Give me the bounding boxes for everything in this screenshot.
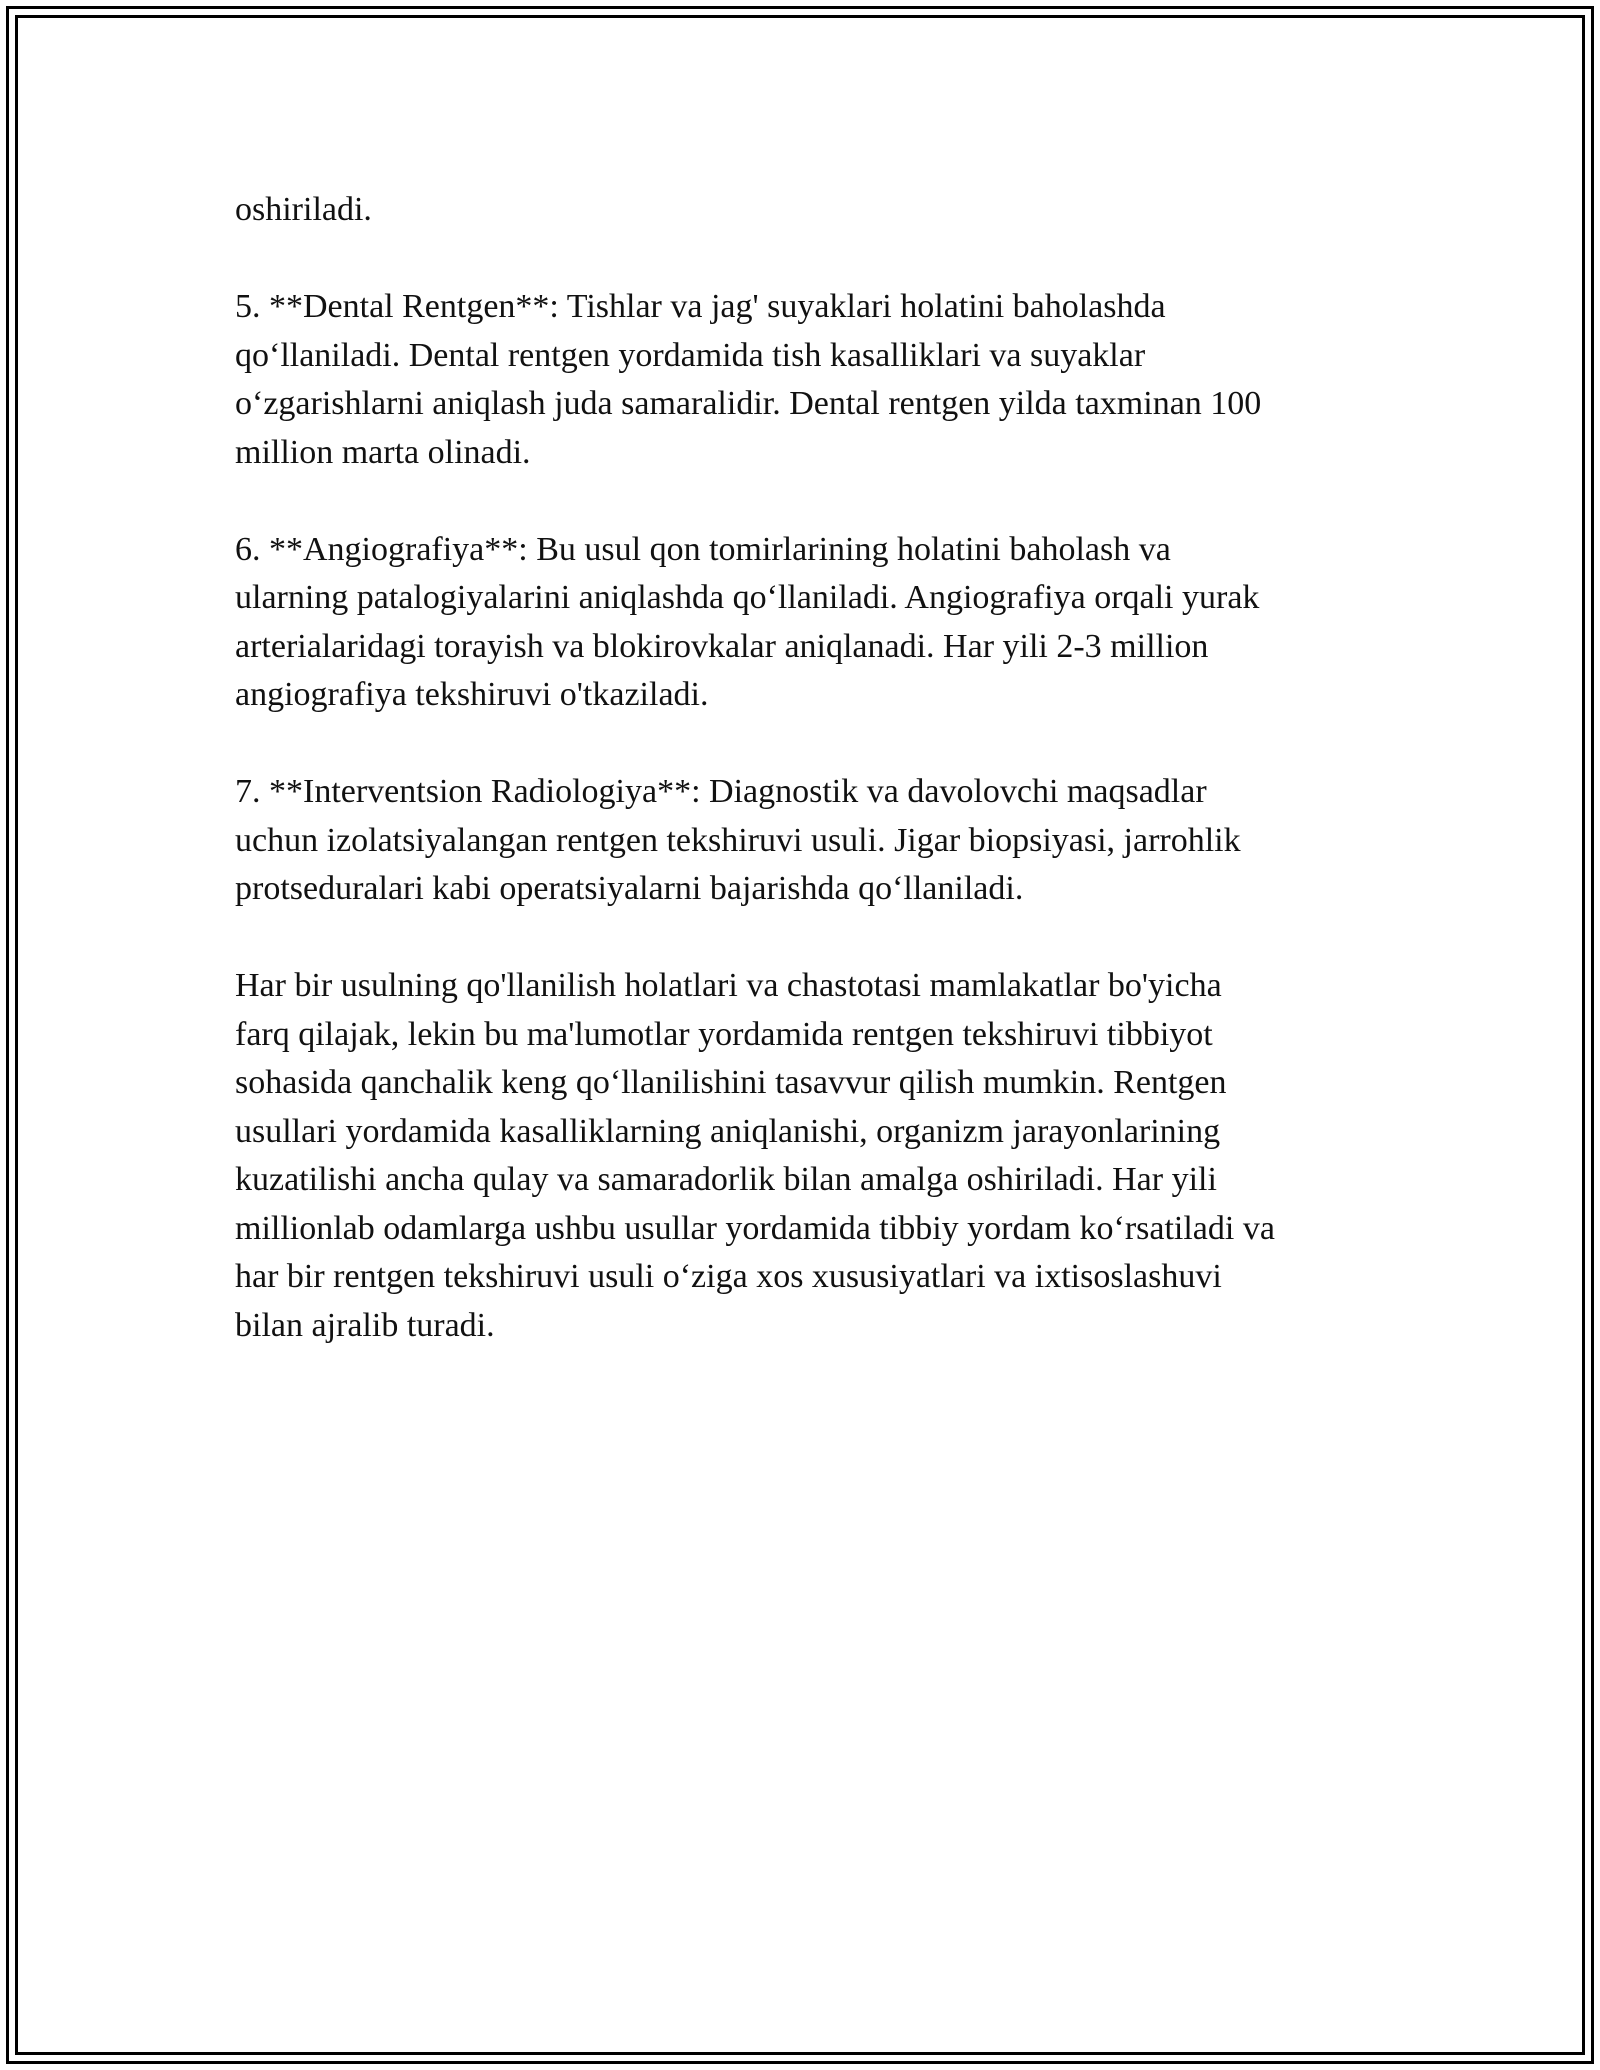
paragraph-angiografiya: 6. **Angiografiya**: Bu usul qon tomirlarining holatini baholash va ularning patalogiyalarini aniqlashda qo‘llaniladi. Angiografiya orqali yurak arterialaridagi torayish va blokirovkalar aniqlanadi. Har yili 2-3 million angiografiya tekshiruvi o'tkaziladi. [235,530,1260,713]
paragraph-conclusion: Har bir usulning qo'llanilish holatlari va chastotasi mamlakatlar bo'yicha farq qilajak, lekin bu ma'lumotlar yordamida rentgen tekshiruvi tibbiyot sohasida qanchalik keng qo‘llanilishini tasavvur qilish mumkin. Rentgen usullari yordamida kasalliklarning aniqlanishi, organizm jarayonlarining kuzatilishi ancha qulay va samaradorlik bilan amalga oshiriladi. Har yili millionlab odamlarga ushbu usullar yordamida tibbiy yordam ko‘rsatiladi va har bir rentgen tekshiruvi usuli o‘ziga xos xususiyatlari va ixtisoslashuvi bilan ajralib turadi. [235,967,1275,1344]
paragraph-continuation: oshiriladi. [235,191,372,228]
document-body [235,186,1375,1399]
paragraph-interventsion-radiologiya: 7. **Interventsion Radiologiya**: Diagnostik va davolovchi maqsadlar uchun izolatsiyalangan rentgen tekshiruvi usuli. Jigar biopsiyasi, jarrohlik protseduralari kabi operatsiyalarni bajarishda qo‘llaniladi. [235,773,1241,907]
paragraph-dental-rentgen: 5. **Dental Rentgen**: Tishlar va jag' suyaklari holatini baholashda qo‘llaniladi. Dental rentgen yordamida tish kasalliklari va suyaklar o‘zgarishlarni aniqlash juda samaralidir. Dental rentgen yilda taxminan 100 million marta olinadi. [235,288,1262,471]
